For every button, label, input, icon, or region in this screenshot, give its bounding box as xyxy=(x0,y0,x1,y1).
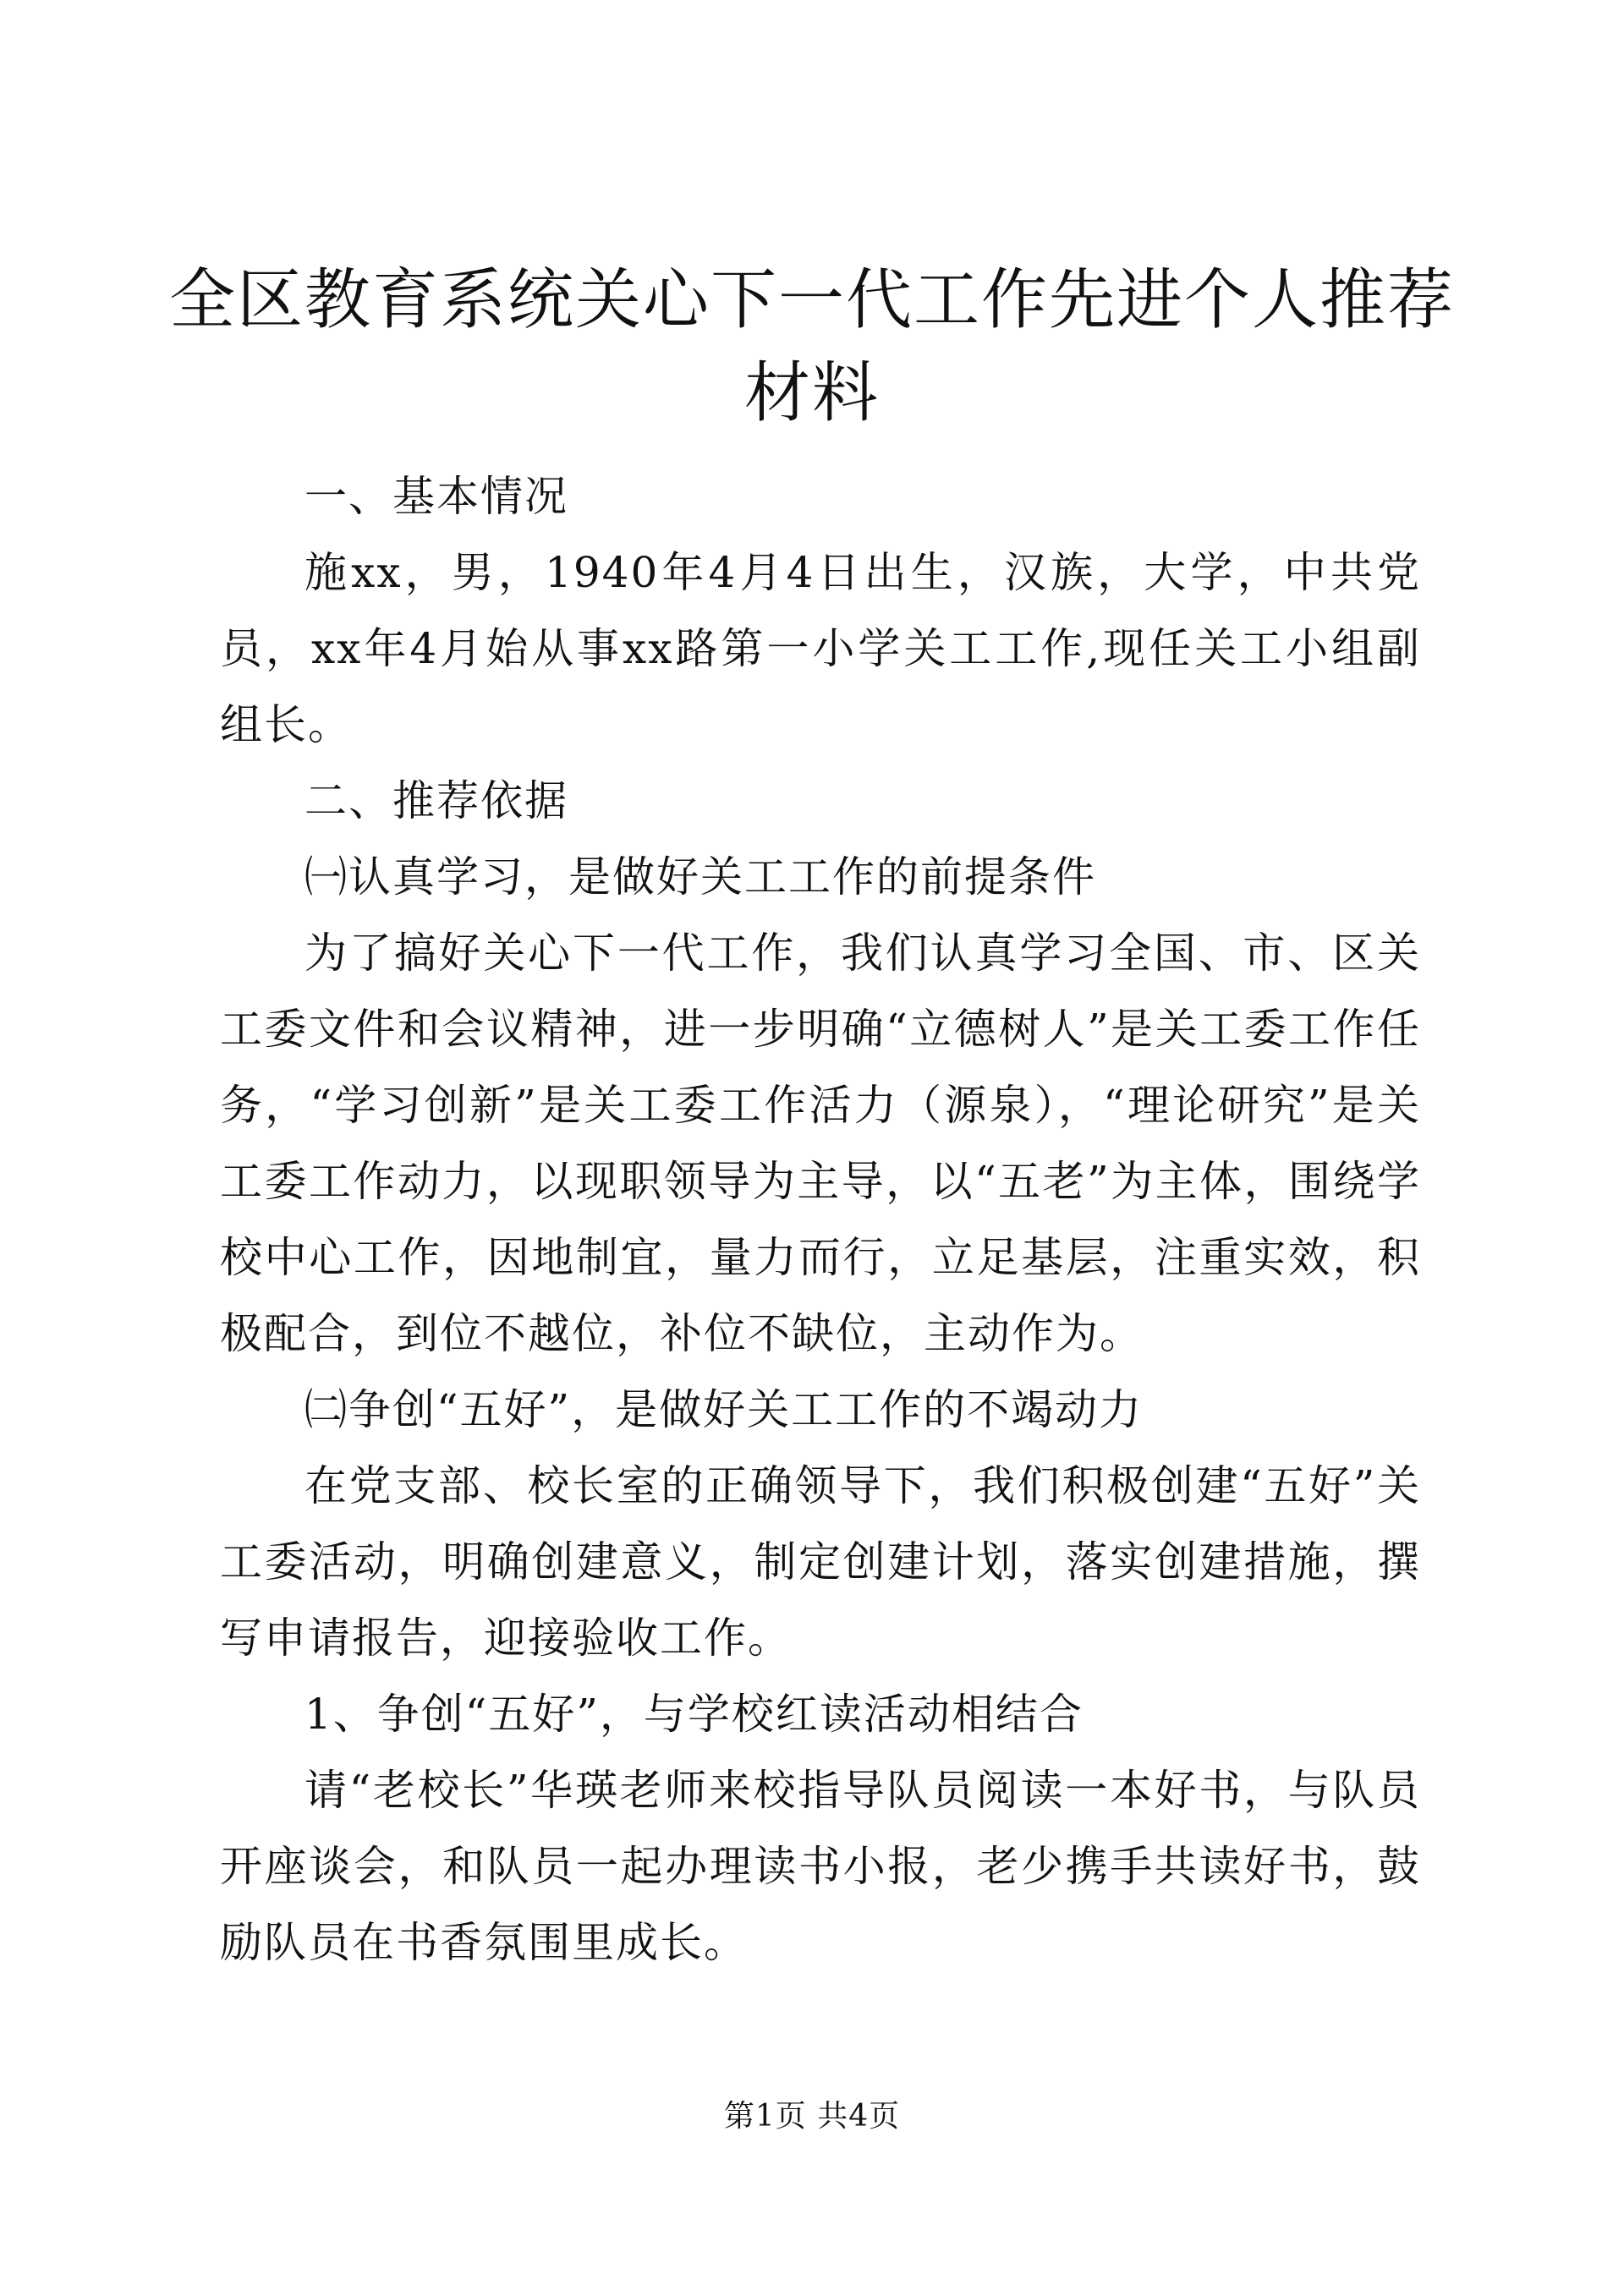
subheading-study: ㈠认真学习，是做好关工工作的前提条件 xyxy=(304,852,1096,901)
paragraph-study: 为了搞好关心下一代工作，我们认真学习全国、市、区关工委文件和会议精神，进一步明确“立德树人”是关工委工作任务，“学习创新”是关工委工作活力（源泉），“理论研究”是关工委工作动力，以现职领导为主导，以“五老”为主体，围绕学校中心工作，因地制宜，量力而行，立足基层，注重实效，积极配合，到位不越位，补位不缺位，主动作为。 xyxy=(220,929,1421,1358)
paragraph-basic-info: 施xx，男，1940年4月4日出生，汉族，大学，中共党员，xx年4月始从事xx路第一小学关工工作,现任关工小组副组长。 xyxy=(220,548,1421,749)
document-body xyxy=(220,458,1421,1981)
section-heading-basic-info: 一、基本情况 xyxy=(304,472,568,521)
paragraph-five-good: 在党支部、校长室的正确领导下，我们积极创建“五好”关工委活动，明确创建意义，制定创建计划，落实创建措施，撰写申请报告，迎接验收工作。 xyxy=(220,1461,1421,1663)
paragraph-red-reading: 请“老校长”华瑛老师来校指导队员阅读一本好书，与队员开座谈会，和队员一起办理读书小报，老少携手共读好书，鼓励队员在书香氛围里成长。 xyxy=(220,1766,1421,1967)
page-number-footer: 第1页 共4页 xyxy=(723,2099,901,2134)
section-heading-recommendation-basis: 二、推荐依据 xyxy=(304,776,568,825)
subheading-five-good: ㈡争创“五好”，是做好关工工作的不竭动力 xyxy=(304,1385,1144,1434)
list-item-red-reading: 1、争创“五好”，与学校红读活动相结合 xyxy=(304,1690,1084,1739)
document-title: 全区教育系统关心下一代工作先进个人推荐材料 xyxy=(169,262,1456,431)
